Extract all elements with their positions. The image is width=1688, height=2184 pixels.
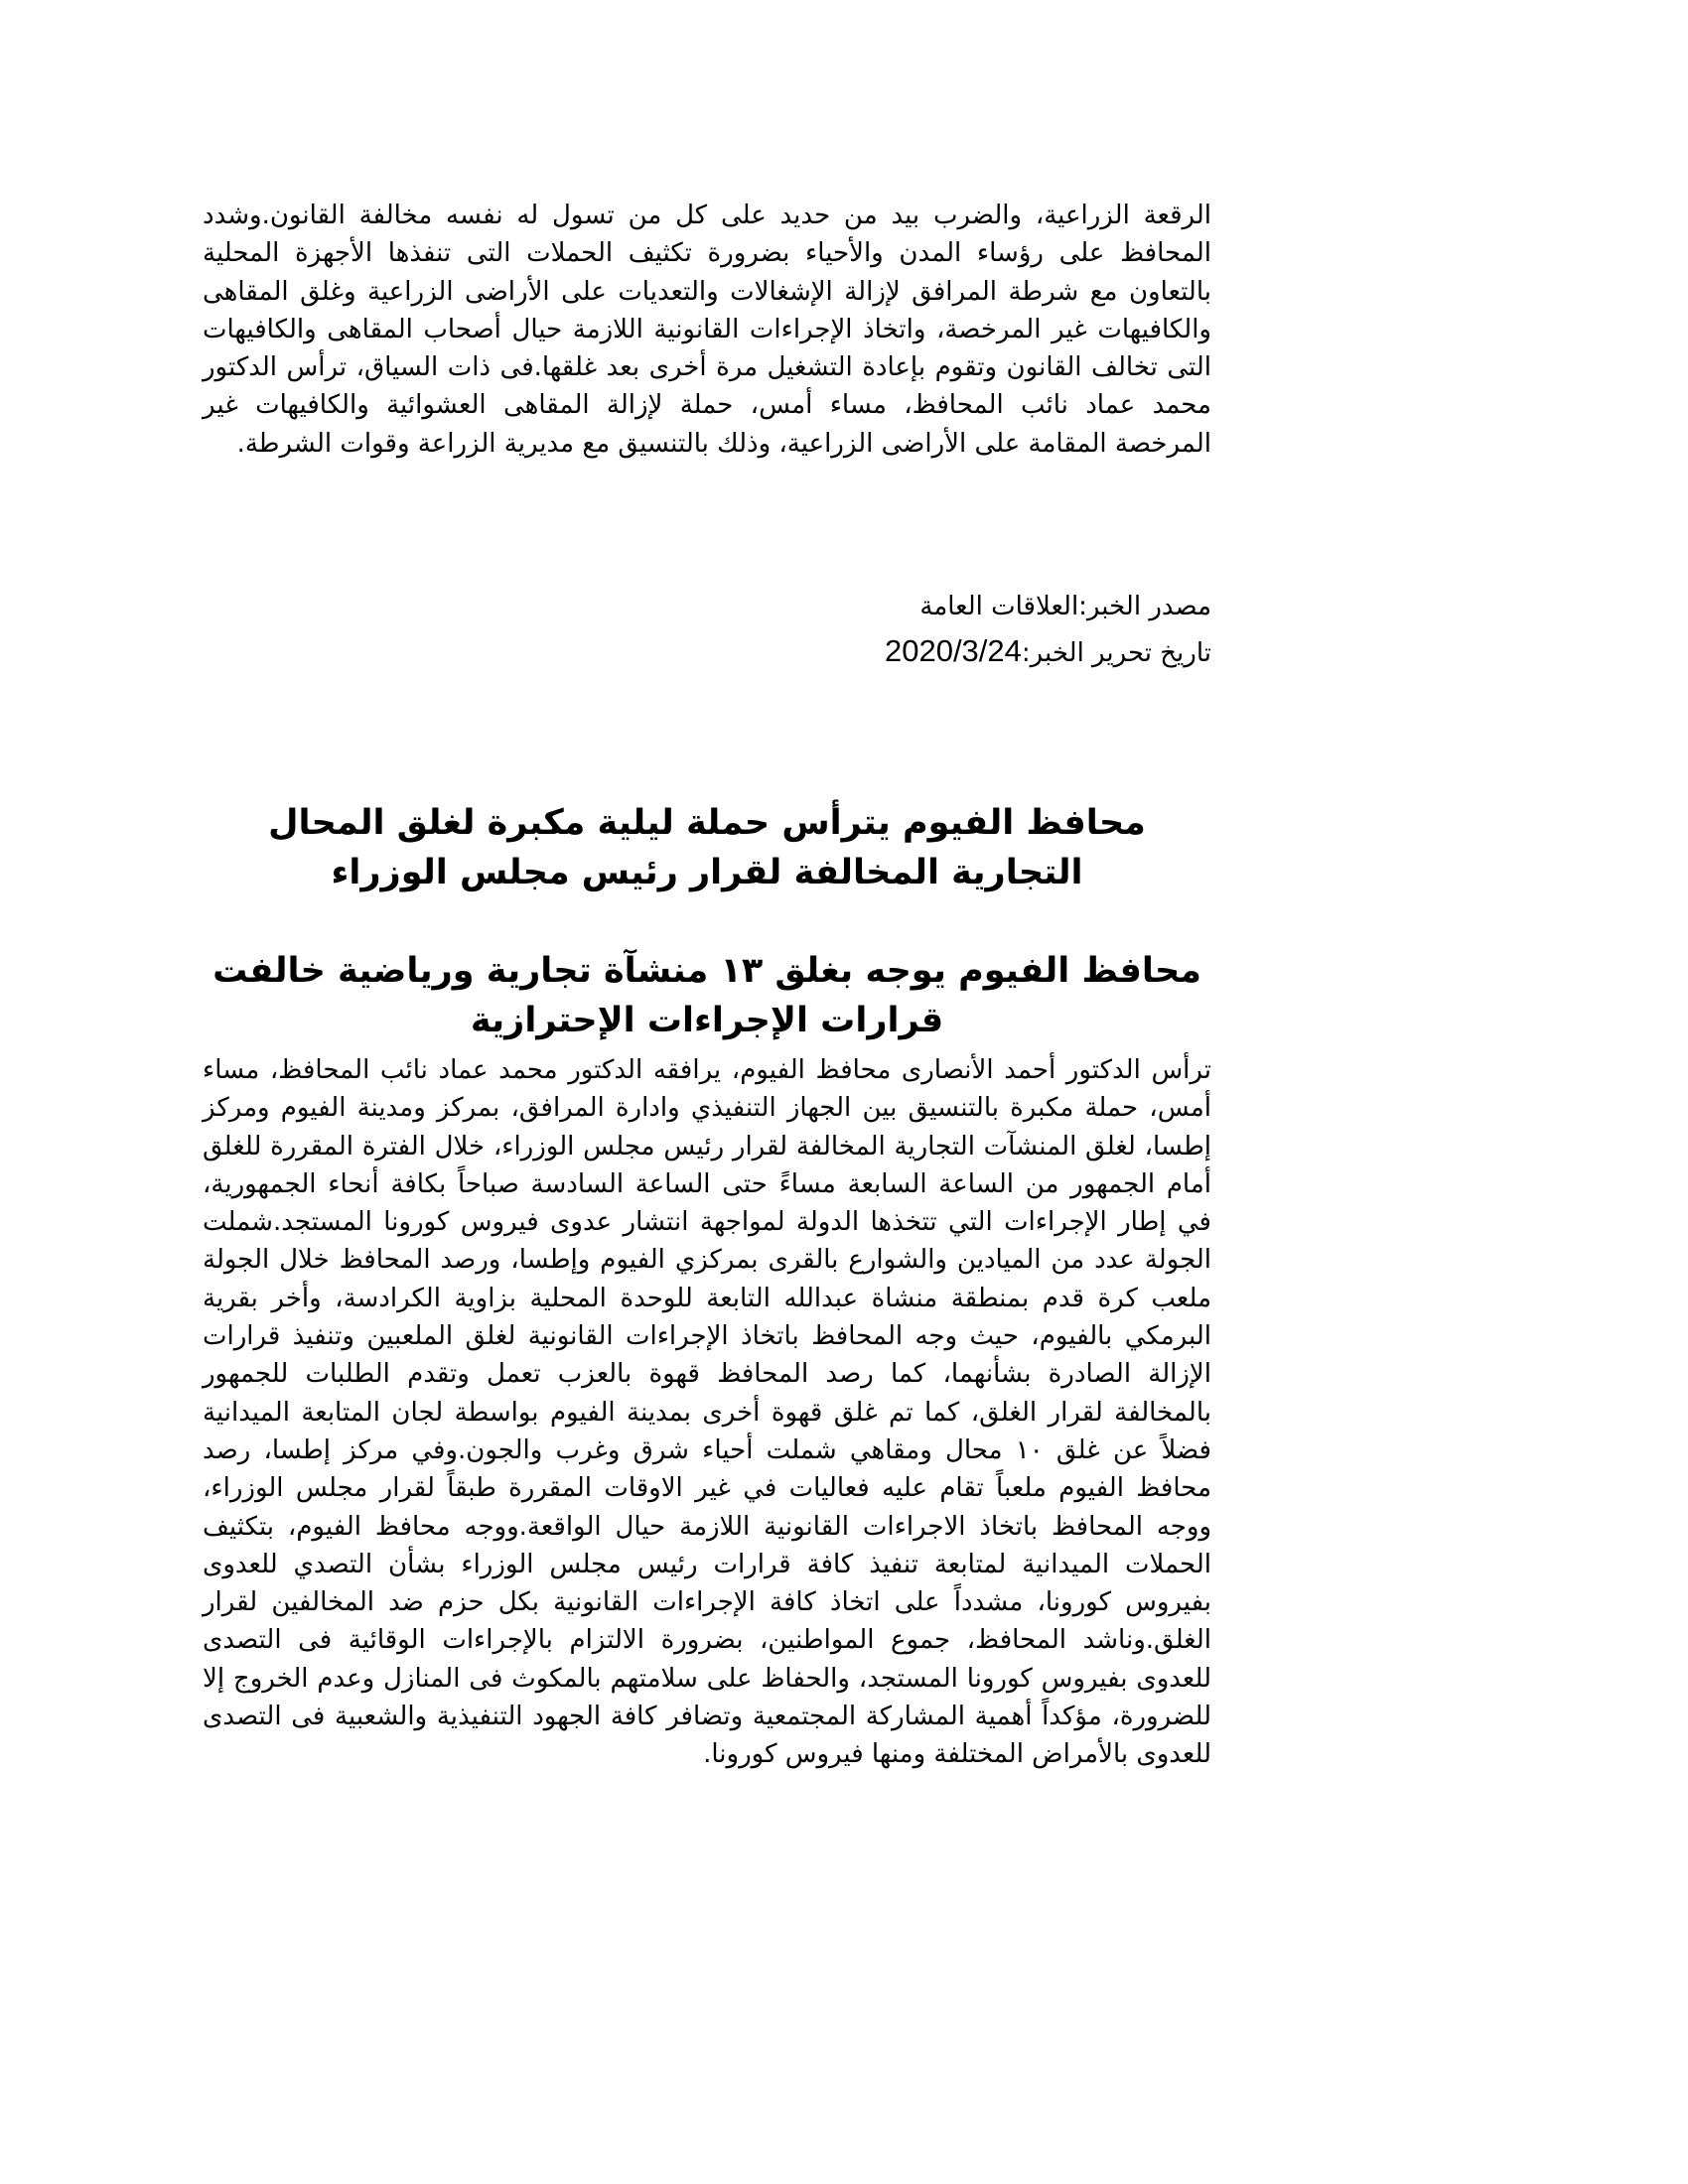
article-body-paragraph: ترأس الدكتور أحمد الأنصارى محافظ الفيوم، يرافقه الدكتور محمد عماد نائب المحافظ، مساء أمس، حملة مكبرة بالتنسيق بين الجهاز التنفيذي وادارة المرافق، بمركز ومدينة الفيوم ومركز إطسا، لغلق المنشآت التجارية المخالفة لقرار رئيس مجلس الوزراء، خلال الفترة المقررة للغلق أمام الجمهور من الساعة السابعة مساءً حتى الساعة السادسة صباحاً بكافة أنحاء الجمهورية، في إطار الإجراءات التي تتخذها الدولة لمواجهة انتشار عدوى فيروس كورونا المستجد.شملت الجولة عدد من الميادين والشوارع بالقرى بمركزي الفيوم وإطسا، ورصد المحافظ خلال الجولة ملعب كرة قدم بمنطقة منشاة عبدالله التابعة للوحدة المحلية بزاوية الكرادسة، وأخر بقرية البرمكي بالفيوم، حيث وجه المحافظ باتخاذ الإجراءات القانونية لغلق الملعبين وتنفيذ قرارات الإزالة الصادرة بشأنهما، كما رصد المحافظ قهوة بالعزب تعمل وتقدم الطلبات للجمهور بالمخالفة لقرار الغلق، كما تم غلق قهوة أخرى بمدينة الفيوم بواسطة لجان المتابعة الميدانية فضلاً عن غلق ١٠ محال ومقاهي شملت أحياء شرق وغرب والجون.وفي مركز إطسا، رصد محافظ الفيوم ملعباً تقام عليه فعاليات في غير الاوقات المقررة طبقاً لقرار مجلس الوزراء، ووجه المحافظ باتخاذ الاجراءات القانونية اللازمة حيال الواقعة.ووجه محافظ الفيوم، بتكثيف الحملات الميدانية لمتابعة تنفيذ كافة قرارات رئيس مجلس الوزراء بشأن التصدي للعدوى بفيروس كورونا، مشدداً على اتخاذ كافة الإجراءات القانونية بكل حزم ضد المخالفين لقرار الغلق.وناشد المحافظ، جموع المواطنين، بضرورة الالتزام بالإجراءات الوقائية فى التصدى للعدوى بفيروس كورونا المستجد، والحفاظ على سلامتهم بالمكوث فى المنازل وعدم الخروج إلا للضرورة، مؤكداً أهمية المشاركة المجتمعية وتضافر كافة الجهود التنفيذية والشعبية فى التصدى للعدوى بالأمراض المختلفة ومنها فيروس كورونا. — [203, 1055, 1211, 1770]
news-date-label: تاريخ تحرير الخبر: — [1021, 638, 1211, 668]
continuation-paragraph: الرقعة الزراعية، والضرب بيد من حديد على كل من تسول له نفسه مخالفة القانون.وشدد المحافظ على رؤساء المدن والأحياء بضرورة تكثيف الحملات التى تنفذها الأجهزة المحلية بالتعاون مع شرطة المرافق لإزالة الإشغالات والتعديات على الأراضى الزراعية وغلق المقاهى والكافيهات غير المرخصة، واتخاذ الإجراءات القانونية اللازمة حيال أصحاب المقاهى والكافيهات التى تخالف القانون وتقوم بإعادة التشغيل مرة أخرى بعد غلقها.فى ذات السياق، ترأس الدكتور محمد عماد نائب المحافظ، مساء أمس، حملة لإزالة المقاهى العشوائية والكافيهات غير المرخصة المقامة على الأراضى الزراعية، وذلك بالتنسيق مع مديرية الزراعة وقوات الشرطة. — [203, 201, 1211, 459]
news-date-line — [203, 632, 1211, 672]
news-source-line — [203, 588, 1211, 625]
main-headline: محافظ الفيوم يترأس حملة ليلية مكبرة لغلق المحال التجارية المخالفة لقرار رئيس مجلس الوزراء — [268, 803, 1146, 892]
news-date-value: 2020/3/24 — [884, 633, 1022, 668]
sub-headline: محافظ الفيوم يوجه بغلق ١٣ منشآة تجارية ورياضية خالفت قرارات الإجراءات الإحترازية — [212, 951, 1201, 1040]
news-source-label: مصدر الخبر: — [1078, 592, 1211, 621]
news-source-value: العلاقات العامة — [919, 592, 1079, 621]
